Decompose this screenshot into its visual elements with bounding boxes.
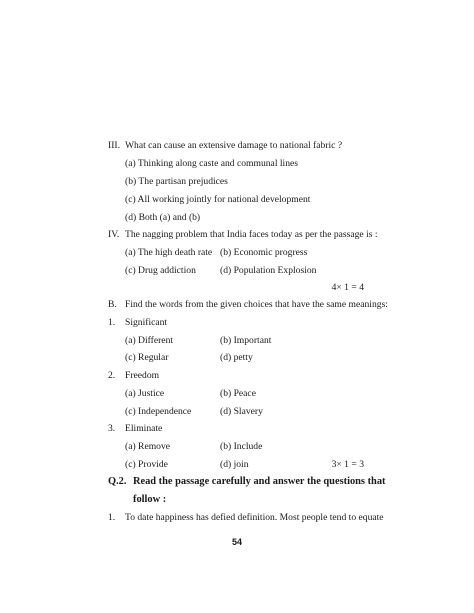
option-a: (a) Thinking along caste and communal lines xyxy=(125,158,298,169)
option-c: (c) Provide xyxy=(125,459,168,470)
item-word: Freedom xyxy=(125,370,160,381)
option-a: (a) Different xyxy=(125,335,174,346)
option-d: (d) Population Explosion xyxy=(220,265,317,276)
question-number: III. xyxy=(108,140,120,151)
item-number: 3. xyxy=(108,423,116,434)
question-text-continued: follow : xyxy=(133,494,167,505)
item-word: Significant xyxy=(125,317,168,328)
option-c: (c) Drug addiction xyxy=(125,265,196,276)
option-b: (b) Include xyxy=(220,441,263,452)
question-number: Q.2. xyxy=(108,476,127,487)
option-a: (a) Remove xyxy=(125,441,171,452)
option-d: (d) petty xyxy=(220,352,253,363)
item-word: Eliminate xyxy=(125,423,163,434)
option-c: (c) All working jointly for national development xyxy=(125,194,311,205)
option-a: (a) Justice xyxy=(125,388,165,399)
question-number: IV. xyxy=(108,229,120,240)
paragraph-number: 1. xyxy=(108,512,116,523)
question-text: What can cause an extensive damage to national fabric ? xyxy=(125,140,343,151)
option-b: (b) Important xyxy=(220,335,272,346)
marks-allocation: 4× 1 = 4 xyxy=(331,282,364,293)
option-d: (d) Both (a) and (b) xyxy=(125,212,201,223)
option-c: (c) Regular xyxy=(125,352,169,363)
option-d: (d) join xyxy=(220,459,249,470)
item-number: 2. xyxy=(108,370,116,381)
section-instruction: Find the words from the given choices that have the same meanings: xyxy=(125,299,388,310)
option-b: (b) Economic progress xyxy=(220,247,308,258)
question-text: Read the passage carefully and answer the questions that xyxy=(133,476,386,487)
section-label: B. xyxy=(108,299,117,310)
option-b: (b) The partisan prejudices xyxy=(125,176,228,187)
page-number: 54 xyxy=(231,537,242,547)
question-text: The nagging problem that India faces today as per the passage is : xyxy=(125,229,378,240)
option-a: (a) The high death rate xyxy=(125,247,213,258)
passage-text: To date happiness has defied definition. Most people tend to equate xyxy=(125,512,384,523)
item-number: 1. xyxy=(108,317,116,328)
option-b: (b) Peace xyxy=(220,388,256,399)
option-d: (d) Slavery xyxy=(220,406,263,417)
option-c: (c) Independence xyxy=(125,406,192,417)
marks-allocation: 3× 1 = 3 xyxy=(331,459,364,470)
